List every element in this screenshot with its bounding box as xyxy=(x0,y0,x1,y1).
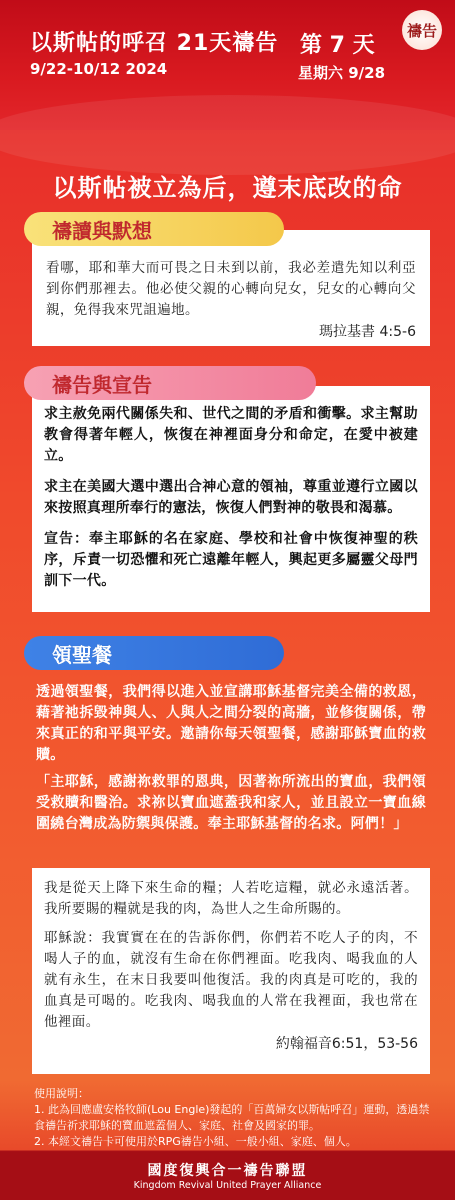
footer-org-english: Kingdom Revival United Prayer Alliance xyxy=(133,1180,322,1191)
communion-prayer: 「主耶穌，感謝祢救罪的恩典，因著祢所流出的寶血，我們領受救贖和醫治。求祢以寶血遮蓋我和家人，並且設立一寶血線圍繞台灣成為防禦與保護。奉主耶穌基督的名求。阿們！」 xyxy=(36,774,426,832)
notes-item: 1. 此為回應盧安格牧師(Lou Engle)發起的「百萬婦女以斯帖呼召」運動，透過禁食禱告祈求耶穌的寶血遮蓋個人、家庭、社會及國家的罪。 xyxy=(34,1103,430,1132)
prayer-item: 宣告：奉主耶穌的名在家庭、學校和社會中恢復神聖的秩序，斥責一切恐懼和死亡遠離年輕人，興起更多屬靈父母門訓下一代。 xyxy=(44,531,418,589)
scripture-ref: 瑪拉基書 4:5-6 xyxy=(319,324,416,340)
header-wave xyxy=(0,95,455,175)
weekday-date: 星期六 9/28 xyxy=(298,64,386,82)
page-title: 以斯帖被立為后，遵末底改的命 xyxy=(52,174,403,202)
scripture-box xyxy=(32,230,430,346)
prayer-item: 求主在美國大選中選出合神心意的領袖，尊重並遵行立國以來按照真理所奉行的憲法，恢復人們對神的敬畏和渴慕。 xyxy=(44,479,418,516)
notes-item: 2. 本經文禱告卡可使用於RPG禱告小組、一般小組、家庭、個人。 xyxy=(34,1135,357,1148)
usage-notes xyxy=(34,1086,434,1150)
day-number: 第 7 天 xyxy=(300,33,375,58)
notes-heading: 使用說明： xyxy=(34,1087,89,1100)
prayer-seal-logo xyxy=(402,10,442,50)
header-title: 以斯帖的呼召 21天禱告 xyxy=(30,31,279,56)
section-label-prayer: 禱告與宣告 xyxy=(24,366,316,400)
section-label-meditation: 禱讀與默想 xyxy=(24,212,284,246)
communion-verse-2: 耶穌說：我實實在在的告訴你們，你們若不吃人子的肉，不喝人子的血，就沒有生命在你們裡面。吃我肉、喝我血的人就有永生，在末日我要叫他復活。我的肉真是可吃的，我的血真是可喝的。吃我肉、喝我血的人常在我裡面，我也常在他裡面。 xyxy=(44,930,418,1030)
prayer-box xyxy=(32,386,430,612)
scripture-text: 看哪，耶和華大而可畏之日未到以前，我必差遣先知以利亞到你們那裡去。他必使父親的心轉向兒女，兒女的心轉向父親，免得我來咒詛遍地。 xyxy=(46,260,416,318)
section-label-communion: 領聖餐 xyxy=(24,636,284,670)
seal-text: 禱告 xyxy=(406,21,437,40)
footer-org-name: 國度復興合一禱告聯盟 xyxy=(147,1163,308,1179)
communion-scripture-box xyxy=(32,868,430,1074)
communion-scripture-ref: 約翰福音6:51，53-56 xyxy=(275,1036,418,1052)
header-dates: 9/22-10/12 2024 xyxy=(30,60,168,78)
communion-verse-1: 我是從天上降下來生命的糧；人若吃這糧，就必永遠活著。我所要賜的糧就是我的肉，為世人之生命所賜的。 xyxy=(44,880,418,917)
prayer-item: 求主赦免兩代關係失和、世代之間的矛盾和衝擊。求主幫助教會得著年輕人，恢復在神裡面身分和命定，在愛中被建立。 xyxy=(44,406,418,464)
communion-intro: 透過領聖餐，我們得以進入並宣講耶穌基督完美全備的救恩，藉著祂拆毀神與人、人與人之間分裂的高牆，並修復關係，帶來真正的和平與平安。邀請你每天領聖餐，感謝耶穌寶血的救贖。 xyxy=(36,684,426,763)
